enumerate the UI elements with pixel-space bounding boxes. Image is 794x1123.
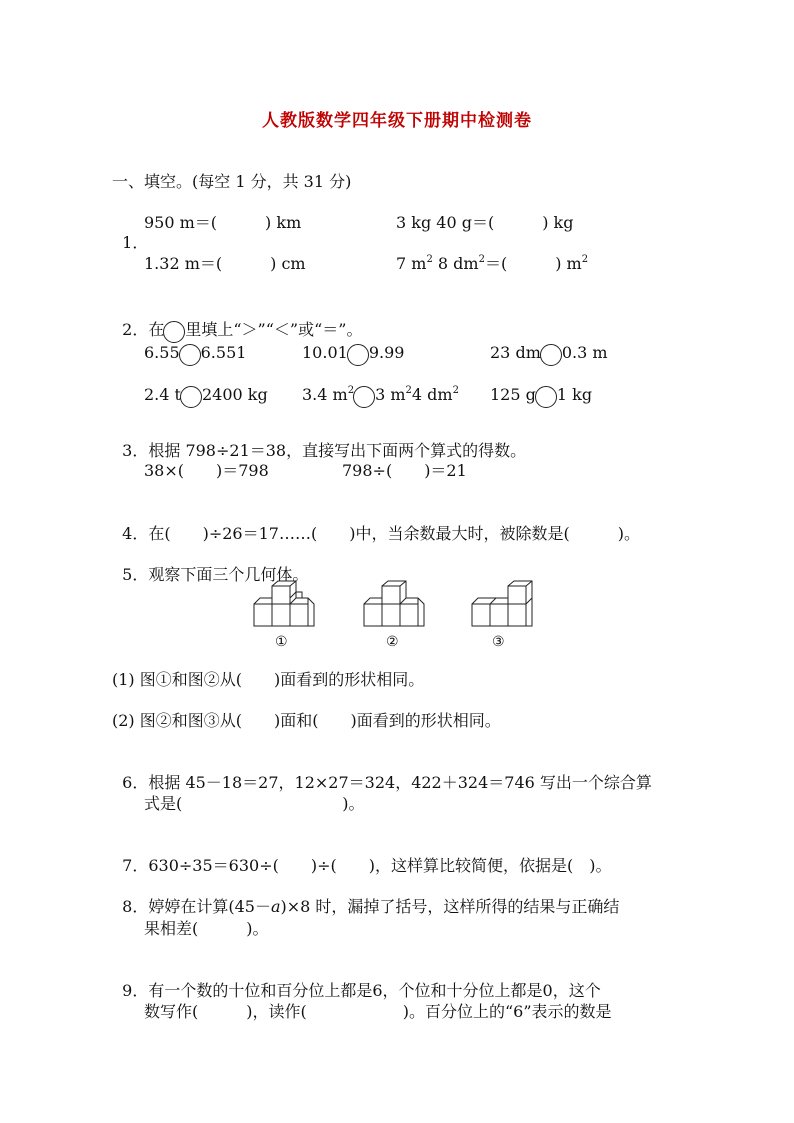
variable-a: a bbox=[270, 897, 281, 916]
geometric-solid-2-figure bbox=[360, 580, 430, 630]
q5-sub-1: (1) 图①和图②从( )面看到的形状相同。 bbox=[112, 670, 425, 689]
geometric-solid-1-figure bbox=[250, 580, 320, 630]
q3-item-a: 38×( )＝798 bbox=[144, 461, 269, 480]
q2-item-3[interactable]: 23 dm 0.3 m bbox=[490, 343, 608, 366]
answer-circle[interactable] bbox=[353, 386, 375, 408]
question-3: 3．根据 798÷21＝38，直接写出下面两个算式的得数。 bbox=[122, 441, 527, 460]
q3-item-b: 798÷( )＝21 bbox=[342, 461, 467, 480]
question-5: 5．观察下面三个几何体。 bbox=[122, 565, 309, 584]
question-9: 9．有一个数的十位和百分位上都是6，个位和十分位上都是0，这个 bbox=[122, 981, 601, 1000]
question-number: 9． bbox=[122, 981, 149, 1000]
answer-circle[interactable] bbox=[540, 344, 562, 366]
q1-item-c: 1.32 m＝( ) cm bbox=[144, 254, 306, 273]
question-number: 5． bbox=[122, 565, 149, 584]
figure-label-3: ③ bbox=[492, 634, 505, 650]
question-4: 4．在( )÷26＝17……( )中，当余数最大时，被除数是( )。 bbox=[122, 524, 640, 543]
q1-item-a: 950 m＝( ) km bbox=[144, 213, 302, 232]
figure-label-1: ① bbox=[275, 634, 288, 650]
q2-item-5[interactable]: 3.4 $m^2$ 3 $m^24$ $dm^2$ bbox=[302, 385, 459, 408]
answer-circle[interactable] bbox=[179, 344, 201, 366]
geometric-solid-3-figure bbox=[468, 580, 538, 630]
answer-circle[interactable] bbox=[535, 386, 557, 408]
question-number: 2． bbox=[122, 320, 149, 339]
q2-item-2[interactable]: 10.01 9.99 bbox=[302, 343, 404, 366]
section-heading: 一、填空。(每空 1 分，共 31 分) bbox=[112, 172, 352, 191]
answer-circle[interactable] bbox=[180, 386, 202, 408]
question-8: 8．婷婷在计算(45－a)×8 时，漏掉了括号，这样所得的结果与正确结 bbox=[122, 897, 620, 916]
question-2: 2．在 里填上“＞”“＜”或“＝”。 bbox=[112, 300, 362, 343]
question-6-cont: 式是( )。 bbox=[144, 794, 365, 813]
question-6: 6．根据 45－18＝27，12×27＝324，422＋324＝746 写出一个综合算 bbox=[122, 773, 652, 792]
figure-label-2: ② bbox=[386, 634, 399, 650]
question-1 bbox=[112, 213, 148, 253]
question-number: 4． bbox=[122, 524, 149, 543]
question-number: 8． bbox=[122, 897, 149, 916]
question-8-cont: 果相差( )。 bbox=[144, 919, 269, 938]
q2-item-1[interactable]: 6.55 6.551 bbox=[144, 343, 246, 366]
compare-circle-icon bbox=[163, 321, 185, 343]
q2-item-4[interactable]: 2.4 t 2400 kg bbox=[144, 385, 268, 408]
q1-item-d: 7 $m^2$ 8 $dm^2=$( ) $m^2$ bbox=[396, 254, 589, 273]
question-number: 7． bbox=[122, 856, 149, 875]
q1-item-b: 3 kg 40 g＝( ) kg bbox=[396, 213, 574, 232]
q5-sub-2: (2) 图②和图③从( )面和( )面看到的形状相同。 bbox=[112, 711, 501, 730]
question-number: 1． bbox=[122, 233, 149, 252]
page-title: 人教版数学四年级下册期中检测卷 bbox=[262, 111, 532, 131]
question-9-cont: 数写作( )，读作( )。百分位上的“6”表示的数是 bbox=[144, 1002, 612, 1021]
question-number: 6． bbox=[122, 773, 149, 792]
question-number: 3． bbox=[122, 441, 149, 460]
answer-circle[interactable] bbox=[347, 344, 369, 366]
question-7: 7．630÷35＝630÷( )÷( )，这样算比较简便，依据是( )。 bbox=[122, 856, 612, 875]
q2-item-6[interactable]: 125 g 1 kg bbox=[490, 385, 592, 408]
